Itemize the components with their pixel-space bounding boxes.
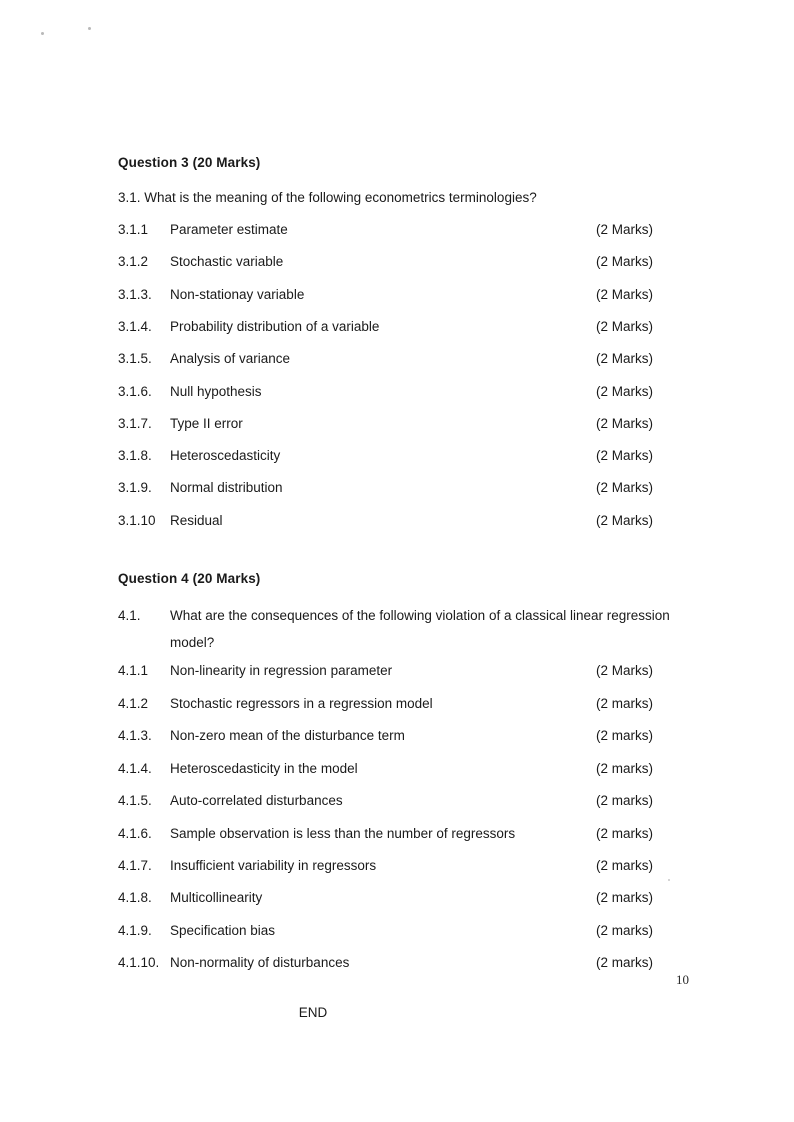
list-item bbox=[118, 350, 688, 369]
list-item bbox=[118, 662, 688, 681]
item-marks: (2 Marks) bbox=[596, 448, 653, 464]
question-4-list bbox=[118, 662, 688, 973]
item-marks: (2 Marks) bbox=[596, 318, 653, 334]
item-text: Multicollinearity bbox=[170, 890, 263, 906]
item-number: 4.1.6. bbox=[118, 825, 152, 841]
item-text: Heteroscedasticity bbox=[170, 448, 281, 464]
list-item bbox=[118, 825, 688, 844]
item-number: 4.1.5. bbox=[118, 793, 152, 809]
list-item bbox=[118, 253, 688, 272]
item-text: Null hypothesis bbox=[170, 383, 262, 399]
question-3-intro: 3.1. What is the meaning of the following econometrics terminologies? bbox=[118, 189, 537, 205]
item-marks: (2 Marks) bbox=[596, 512, 653, 528]
item-number: 4.1.9. bbox=[118, 922, 152, 938]
question-4-title: Question 4 (20 Marks) bbox=[118, 570, 261, 586]
item-marks: (2 marks) bbox=[596, 793, 653, 809]
item-text: Probability distribution of a variable bbox=[170, 318, 380, 334]
item-text: Sample observation is less than the number of regressors bbox=[170, 825, 516, 841]
item-number: 3.1.1 bbox=[118, 222, 149, 238]
item-number: 3.1.2 bbox=[118, 254, 149, 270]
item-marks: (2 marks) bbox=[596, 858, 653, 873]
list-item bbox=[118, 857, 688, 876]
item-marks: (2 Marks) bbox=[596, 254, 653, 270]
item-text: Stochastic variable bbox=[170, 254, 284, 270]
item-marks: (2 Marks) bbox=[596, 383, 653, 399]
item-number: 4.1.8. bbox=[118, 890, 152, 906]
item-marks: (2 marks) bbox=[596, 922, 653, 938]
question-4-intro-text: What are the consequences of the following violation of a classical linear regression model? bbox=[170, 608, 670, 650]
item-number: 3.1.4. bbox=[118, 318, 152, 334]
item-marks: (2 Marks) bbox=[596, 480, 653, 496]
list-item bbox=[118, 760, 688, 779]
list-item bbox=[118, 415, 688, 434]
item-number: 4.1.7. bbox=[118, 858, 152, 873]
item-text: Analysis of variance bbox=[170, 351, 291, 367]
item-number: 3.1.7. bbox=[118, 415, 152, 431]
item-marks: (2 marks) bbox=[596, 825, 653, 841]
item-marks: (2 Marks) bbox=[596, 286, 653, 302]
list-item bbox=[118, 479, 688, 498]
item-number: 4.1.3. bbox=[118, 728, 152, 744]
question-3-title: Question 3 (20 Marks) bbox=[118, 155, 261, 170]
scan-speck-icon bbox=[88, 27, 91, 30]
item-number: 3.1.9. bbox=[118, 480, 152, 496]
scan-speck-icon bbox=[41, 32, 44, 35]
item-text: Insufficient variability in regressors bbox=[170, 858, 377, 873]
item-marks: (2 marks) bbox=[596, 955, 653, 971]
list-item bbox=[118, 727, 688, 746]
item-number: 4.1.4. bbox=[118, 760, 152, 776]
item-text: Stochastic regressors in a regression model bbox=[170, 695, 433, 711]
list-item bbox=[118, 383, 688, 402]
question-4-intro-number: 4.1. bbox=[118, 608, 141, 624]
item-text: Non-linearity in regression parameter bbox=[170, 663, 393, 679]
item-marks: (2 marks) bbox=[596, 728, 653, 744]
item-text: Auto-correlated disturbances bbox=[170, 793, 343, 809]
question-4-intro bbox=[118, 603, 688, 656]
item-marks: (2 marks) bbox=[596, 760, 653, 776]
item-text: Non-stationay variable bbox=[170, 286, 305, 302]
list-item bbox=[118, 889, 688, 908]
list-item bbox=[118, 512, 688, 531]
item-text: Parameter estimate bbox=[170, 222, 288, 238]
item-marks: (2 marks) bbox=[596, 890, 653, 906]
item-marks: (2 marks) bbox=[596, 695, 653, 711]
item-marks: (2 Marks) bbox=[596, 351, 653, 367]
item-number: 3.1.10 bbox=[118, 512, 156, 528]
item-marks: (2 Marks) bbox=[596, 663, 653, 679]
item-marks: (2 Marks) bbox=[596, 222, 653, 238]
question-3-list bbox=[118, 221, 688, 530]
item-number: 4.1.10. bbox=[118, 955, 160, 971]
item-number: 3.1.8. bbox=[118, 448, 152, 464]
item-text: Specification bias bbox=[170, 922, 276, 938]
list-item bbox=[118, 447, 688, 466]
section-spacer bbox=[118, 544, 688, 570]
end-marker: END bbox=[298, 1005, 328, 1021]
list-item bbox=[118, 792, 688, 811]
item-text: Residual bbox=[170, 512, 223, 528]
list-item bbox=[118, 954, 688, 973]
list-item bbox=[118, 318, 688, 337]
list-item bbox=[118, 922, 688, 941]
item-number: 3.1.3. bbox=[118, 286, 152, 302]
item-text: Non-normality of disturbances bbox=[170, 955, 350, 971]
item-text: Heteroscedasticity in the model bbox=[170, 760, 358, 776]
page-number: 10 bbox=[676, 972, 689, 987]
item-marks: (2 Marks) bbox=[596, 415, 653, 431]
list-item bbox=[118, 695, 688, 714]
list-item bbox=[118, 221, 688, 240]
item-number: 4.1.2 bbox=[118, 695, 149, 711]
item-text: Non-zero mean of the disturbance term bbox=[170, 728, 405, 744]
item-number: 4.1.1 bbox=[118, 663, 149, 679]
item-number: 3.1.5. bbox=[118, 351, 152, 367]
document-content bbox=[118, 154, 688, 1020]
item-text: Type II error bbox=[170, 415, 243, 431]
item-number: 3.1.6. bbox=[118, 383, 152, 399]
item-text: Normal distribution bbox=[170, 480, 283, 496]
list-item bbox=[118, 286, 688, 305]
